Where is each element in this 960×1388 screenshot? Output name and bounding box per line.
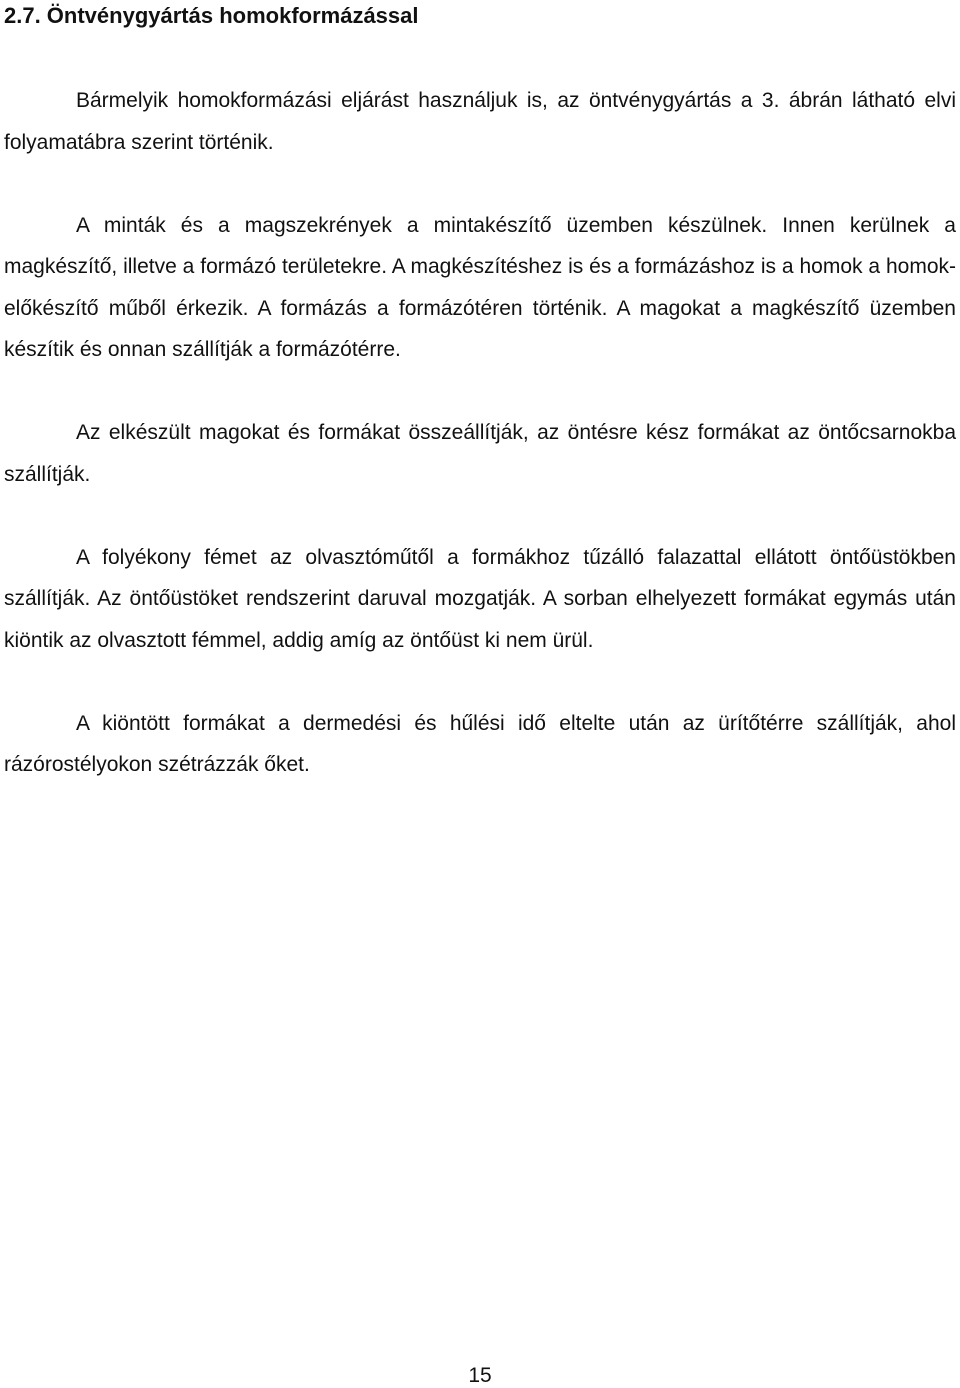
section-heading: 2.7. Öntvénygyártás homokformázással [4,3,419,28]
body-text [4,80,956,786]
paragraph-1: Bármelyik homokformázási eljárást használjuk is, az öntvénygyártás a 3. ábrán látható elvi folyamatábra szerint történik. [4,89,956,154]
paragraph-3: Az elkészült magokat és formákat összeállítják, az öntésre kész formákat az öntőcsarnokba szállítják. [4,421,956,486]
page-number: 15 [468,1364,492,1387]
paragraph-5: A kiöntött formákat a dermedési és hűlési idő eltelte után az ürítőtérre szállítják, ahol rázórostélyokon szétrázzák őket. [4,711,956,776]
paragraph-2: A minták és a magszekrények a mintakészítő üzemben készülnek. Innen kerülnek a magkészítő, illetve a formázó területekre. A magkészítéshez is és a formázáshoz is a homok a homok-előkészítő műből érkezik. A formázás a formázótéren történik. A magokat a magkészítő üzemben készítik és onnan szállítják a formázótérre. [4,213,956,361]
paragraph-4: A folyékony fémet az olvasztóműtől a formákhoz tűzálló falazattal ellátott öntőüstökben szállítják. Az öntőüstöket rendszerint daruval mozgatják. A sorban elhelyezett formákat egymás után kiöntik az olvasztott fémmel, addig amíg az öntőüst ki nem ürül. [4,545,956,652]
